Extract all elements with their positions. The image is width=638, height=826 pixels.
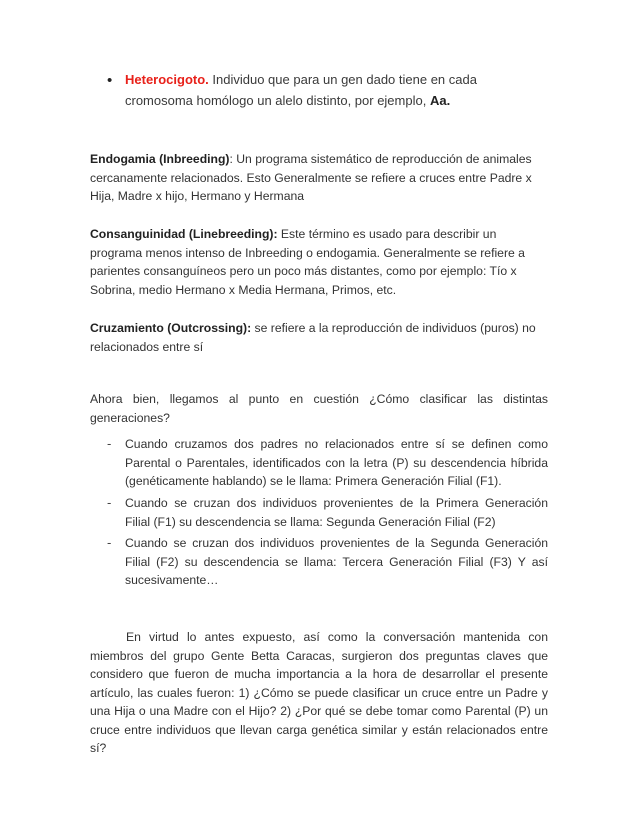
heterocigoto-item <box>125 70 545 111</box>
definition-term: Cruzamiento (Outcrossing): <box>90 321 252 335</box>
definition-text: Este término es usado para describir un programa menos intenso de Inbreeding o endogamia. Generalmente se refiere a parientes consanguíneos pero un poco más distantes, como por ejemplo: Tío x Sobrina, medio Hermano x Media Hermana, Primos, etc. <box>90 227 525 297</box>
question-paragraph: Ahora bien, llegamos al punto en cuestión ¿Cómo clasificar las distintas generaciones? <box>90 392 548 425</box>
bullet-marker: • <box>107 72 113 89</box>
heterocigoto-example: Aa. <box>429 92 451 108</box>
definition-text: se refiere a la reproducción de individuos (puros) no relacionados entre sí <box>90 321 536 354</box>
closing-paragraph: En virtud lo antes expuesto, así como la conversación mantenida con miembros del grupo Gente Betta Caracas, surgieron dos preguntas claves que considero que fueron de mucha importancia a la hora de desarrollar el presente artículo, las cuales fueron: 1) ¿Cómo se puede clasificar un cruce entre un Padre y una Hija o una Madre con el Hijo? 2) ¿Por qué se debe tomar como Parental (P) un cruce entre individuos que llevan carga genética similar y están relacionados entre sí? <box>90 630 548 755</box>
dash-marker: - <box>107 436 112 451</box>
definition-term: Endogamia (Inbreeding) <box>90 152 230 166</box>
definition-text: : Un programa sistemático de reproducción de animales cercanamente relacionados. Esto Generalmente se refiere a cruces entre Padre x Hija, Madre x hijo, Hermano y Hermana <box>90 152 532 203</box>
generation-item-f2: Cuando se cruzan dos individuos provenientes de la Primera Generación Filial (F1) su descendencia se llama: Segunda Generación Filial (F2) <box>125 496 548 529</box>
definition-term: Consanguinidad (Linebreeding): <box>90 227 278 241</box>
generation-item-f3: Cuando se cruzan dos individuos provenientes de la Segunda Generación Filial (F2) su descendencia se llama: Tercera Generación Filial (F3) Y así sucesivamente… <box>125 536 548 587</box>
heterocigoto-term: Heterocigoto. <box>125 72 209 87</box>
heterocigoto-text: Individuo que para un gen dado tiene en cada cromosoma homólogo un alelo distinto, por ejemplo, <box>125 72 477 108</box>
dash-marker: - <box>107 495 112 510</box>
dash-marker: - <box>107 535 112 550</box>
definition-consanguinidad <box>90 225 548 299</box>
definition-endogamia <box>90 150 548 206</box>
definition-cruzamiento <box>90 319 548 356</box>
generation-item-f1: Cuando cruzamos dos padres no relacionados entre sí se definen como Parental o Parentales, identificados con la letra (P) su descendencia híbrida (genéticamente hablando) se le llama: Primera Generación Filial (F1). <box>125 437 548 488</box>
